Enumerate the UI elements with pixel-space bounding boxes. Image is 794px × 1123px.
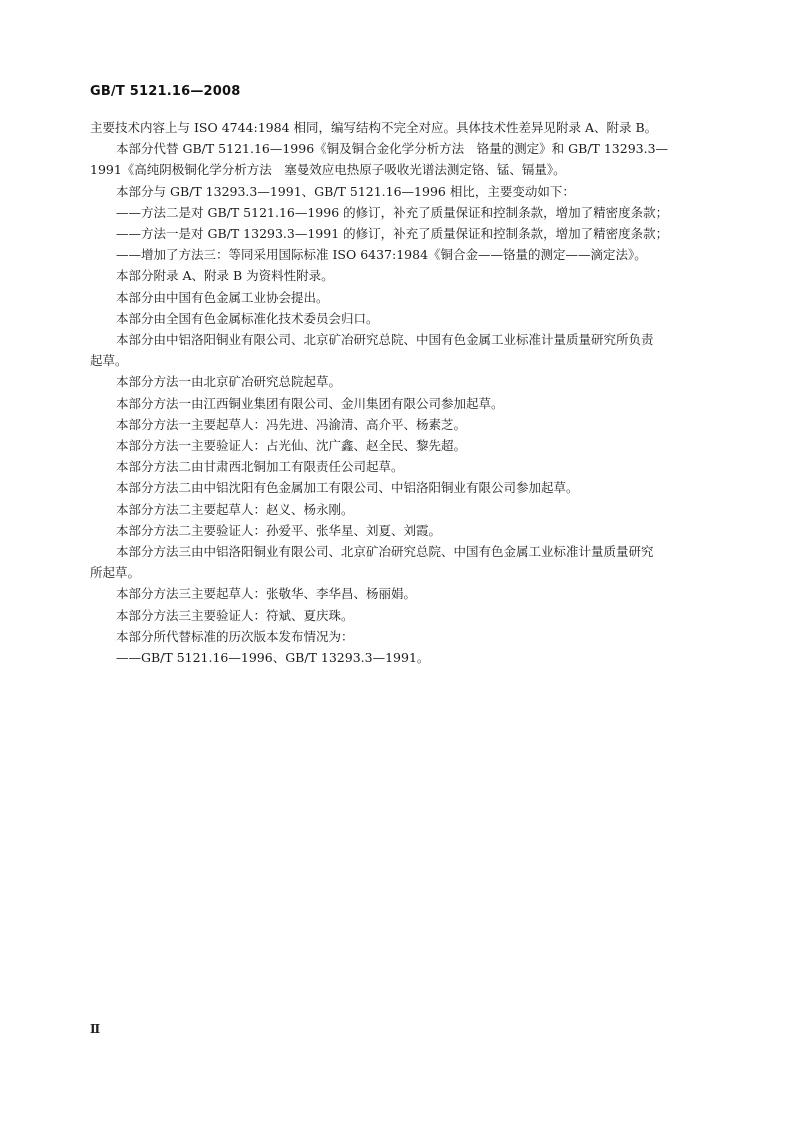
body-line: 本部分由中铝洛阳铜业有限公司、北京矿冶研究总院、中国有色金属工业标准计量质量研究所负责 xyxy=(116,332,654,348)
body-line: 本部分由全国有色金属标准化技术委员会归口。 xyxy=(116,310,379,326)
body-line: 本部分附录 A、附录 B 为资料性附录。 xyxy=(116,268,334,284)
body-line: 本部分方法一由北京矿冶研究总院起草。 xyxy=(116,374,342,390)
page-number: Ⅱ xyxy=(90,1022,101,1036)
body-line: 本部分方法一由江西铜业集团有限公司、金川集团有限公司参加起草。 xyxy=(116,395,504,411)
body-line: 本部分由中国有色金属工业协会提出。 xyxy=(116,289,329,305)
body-line: 主要技术内容上与 ISO 4744:1984 相同，编写结构不完全对应。具体技术性差异见附录 A、附录 B。 xyxy=(90,120,658,135)
body-line: 本部分方法二主要起草人：赵义、杨永刚。 xyxy=(116,501,354,517)
body-line: 1991《高纯阴极铜化学分析方法 塞曼效应电热原子吸收光谱法测定铬、锰、镉量》。 xyxy=(90,162,566,178)
body-line: 起草。 xyxy=(90,353,128,369)
body-line: 本部分方法三主要验证人：符斌、夏庆珠。 xyxy=(116,607,354,623)
body-line: 本部分所代替标准的历次版本发布情况为： xyxy=(116,628,354,644)
body-line: ——方法一是对 GB/T 13293.3—1991 的修订，补充了质量保证和控制条款，增加了精密度条款； xyxy=(116,226,669,242)
body-line: ——方法二是对 GB/T 5121.16—1996 的修订，补充了质量保证和控制条款，增加了精密度条款； xyxy=(116,204,669,220)
body-line: ——GB/T 5121.16—1996、GB/T 13293.3—1991。 xyxy=(116,650,430,666)
body-line: 本部分方法二由中铝沈阳有色金属加工有限公司、中铝洛阳铜业有限公司参加起草。 xyxy=(116,480,579,496)
body-line: 本部分方法一主要起草人：冯先进、冯渝清、高介平、杨素芝。 xyxy=(116,416,467,432)
body-line: 本部分方法三主要起草人：张敬华、李华昌、杨丽娟。 xyxy=(116,586,417,602)
standard-code-header: GB/T 5121.16—2008 xyxy=(90,84,241,99)
body-line: 本部分与 GB/T 13293.3—1991、GB/T 5121.16—1996 相比，主要变动如下： xyxy=(116,183,575,199)
body-line: 本部分代替 GB/T 5121.16—1996《铜及铜合金化学分析方法 铬量的测定》和 GB/T 13293.3— xyxy=(116,141,669,157)
body-line: ——增加了方法三：等同采用国际标准 ISO 6437:1984《铜合金——铬量的测定——滴定法》。 xyxy=(116,247,647,263)
body-line: 本部分方法三由中铝洛阳铜业有限公司、北京矿冶研究总院、中国有色金属工业标准计量质量研究 xyxy=(116,544,654,560)
body-line: 本部分方法二由甘肃西北铜加工有限责任公司起草。 xyxy=(116,459,404,475)
body-line: 本部分方法一主要验证人：占光仙、沈广鑫、赵全民、黎先超。 xyxy=(116,438,467,454)
body-line: 所起草。 xyxy=(90,565,141,581)
body-line: 本部分方法二主要验证人：孙爱平、张华星、刘夏、刘霞。 xyxy=(116,522,442,538)
document-body xyxy=(90,117,707,668)
